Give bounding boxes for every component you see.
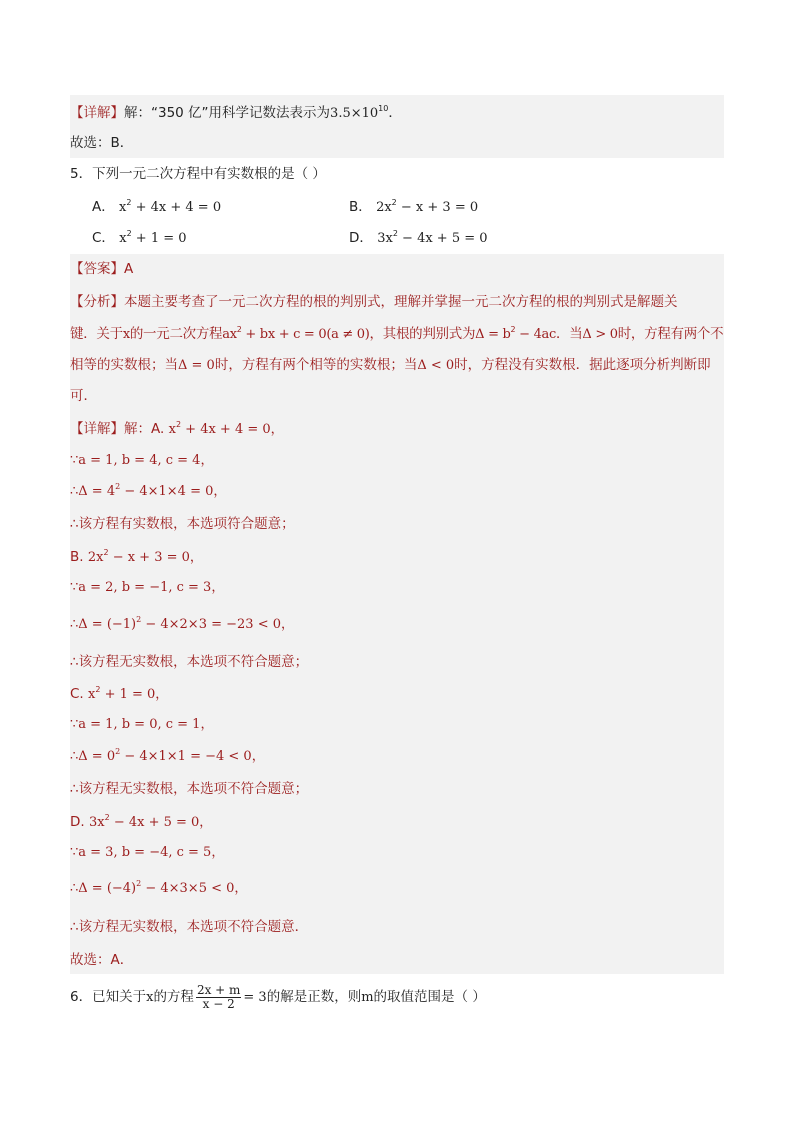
solution-b-conclusion: ∴该方程无实数根，本选项不符合题意； (70, 654, 309, 670)
analysis-line-4: 可． (70, 388, 97, 404)
answer-line: 【答案】A (70, 261, 134, 277)
solution-b-equation: B. $2x^2 - x + 3 = 0$， (70, 548, 203, 565)
option-c: C． $x^2 + 1 = 0$ (92, 229, 187, 246)
solution-c-conclusion: ∴该方程无实数根，本选项不符合题意； (70, 781, 309, 797)
question-6-stem: 6．已知关于x的方程 $\frac{2x + m}{x - 2}$ = 3的解是正数，则m的取值范围是（ ） (70, 982, 486, 1011)
solution-d-equation: D. $3x^2 - 4x + 5 = 0$， (70, 813, 213, 830)
solution-d-discriminant: ∴Δ = $(-4)^2 - 4\times 3\times 5 < 0$， (70, 879, 248, 896)
solution-b-discriminant: ∴Δ = $(-1)^2 - 4\times 2\times 3 = -23 < 0$， (70, 615, 294, 632)
option-b: B． $2x^2 - x + 3 = 0$ (349, 198, 479, 215)
option-d: D． $3x^2 - 4x + 5 = 0$ (349, 229, 488, 246)
option-a: A． $x^2 + 4x + 4 = 0$ (92, 198, 222, 215)
question-5-stem: 5．下列一元二次方程中有实数根的是（ ） (70, 166, 326, 182)
detail-line: 【详解】解：“350 亿”用科学记数法表示为$3.5\times 10^{10}$． (70, 104, 402, 121)
solution-d-conclusion: ∴该方程无实数根，本选项不符合题意． (70, 919, 309, 935)
solution-d-coefficients: ∵a = 3, b = −4, c = 5， (70, 845, 225, 860)
solution-b-coefficients: ∵a = 2, b = −1, c = 3， (70, 580, 225, 595)
solution-a-coefficients: ∵a = 1, b = 4, c = 4， (70, 453, 214, 468)
solution-a-discriminant: ∴Δ = $4^2 - 4\times 1\times 4 = 0$， (70, 482, 227, 499)
solution-c-equation: C. $x^2 + 1 = 0$， (70, 685, 169, 702)
fraction: $\frac{2x + m}{x - 2}$ (196, 982, 241, 1011)
solution-c-discriminant: ∴Δ = $0^2 - 4\times 1\times 1 = -4 < 0$， (70, 747, 265, 764)
solution-c-coefficients: ∵a = 1, b = 0, c = 1， (70, 717, 214, 732)
solution-a-equation: 【详解】解：A. $x^2 + 4x + 4 = 0$， (70, 420, 284, 437)
detail-choice: 故选：B． (70, 135, 134, 151)
analysis-line-1: 【分析】本题主要考查了一元二次方程的根的判别式，理解并掌握一元二次方程的根的判别式是解题关 (70, 294, 678, 310)
solution-a-conclusion: ∴该方程有实数根，本选项符合题意； (70, 516, 295, 532)
analysis-line-3: 相等的实数根；当Δ = 0时，方程有两个相等的实数根；当Δ < 0时，方程没有实数根．据此逐项分析判断即 (70, 357, 711, 373)
analysis-line-2: 键．关于x的一元二次方程$ax^2$ + bx + c = 0(a ≠ 0)，其根的判别式为$\Delta = b^2 - 4ac$．当Δ > 0时，方程有两个不 (70, 325, 724, 342)
solution-choice: 故选：A． (70, 952, 134, 968)
